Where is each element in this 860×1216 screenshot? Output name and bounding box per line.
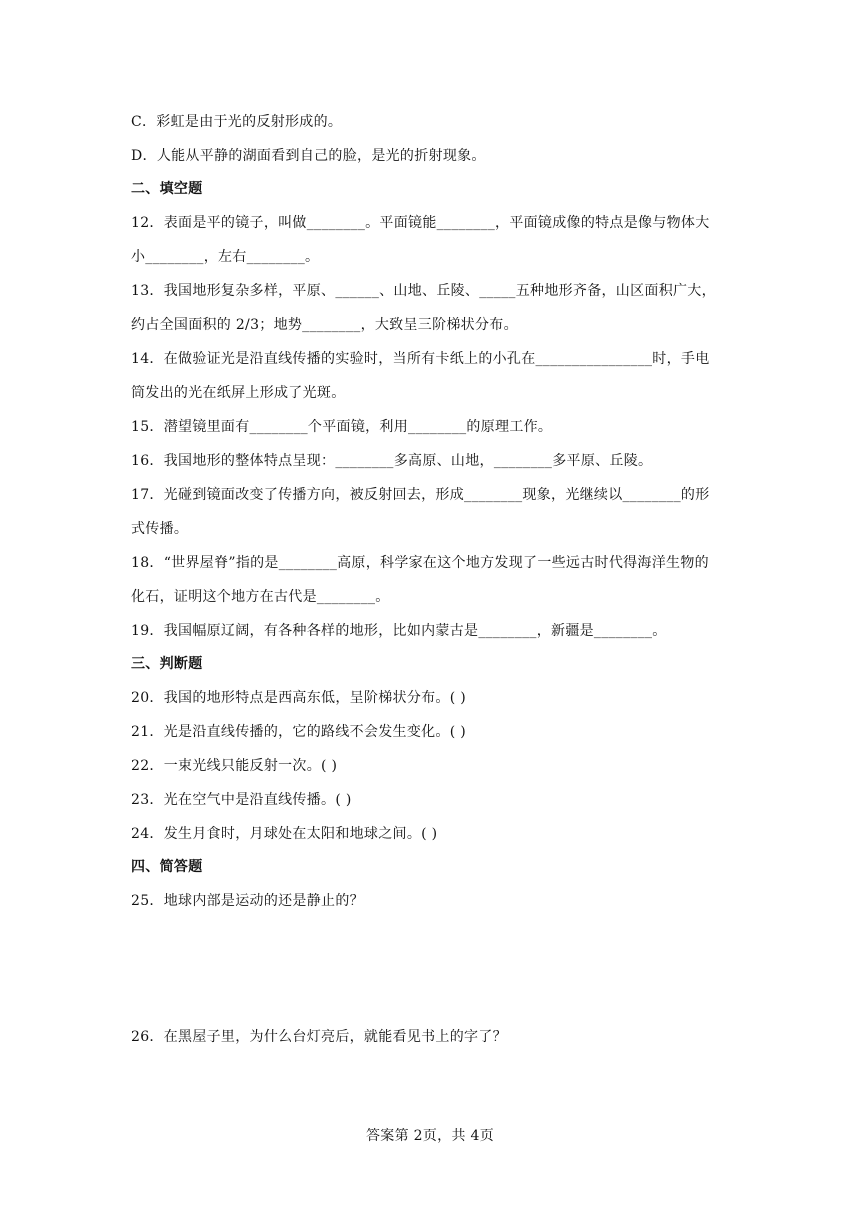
question-16: 16．我国地形的整体特点呈现：________多高原、山地，________多平原、丘陵。 [131, 453, 653, 469]
question-19: 19．我国幅原辽阔，有各种各样的地形，比如内蒙古是________，新疆是________。 [131, 623, 667, 639]
question-21: 21．光是沿直线传播的，它的路线不会发生变化。( ) [131, 724, 466, 740]
section-heading-true-false: 三、判断题 [131, 656, 203, 672]
question-15: 15．潜望镜里面有________个平面镜，利用________的原理工作。 [131, 419, 553, 435]
question-26: 26．在黑屋子里，为什么台灯亮后，就能看见书上的字了？ [131, 1029, 507, 1045]
question-20: 20．我国的地形特点是西高东低，呈阶梯状分布。( ) [131, 690, 466, 706]
question-25: 25．地球内部是运动的还是静止的？ [131, 893, 364, 909]
question-22: 22．一束光线只能反射一次。( ) [131, 758, 338, 774]
option-c: C．彩虹是由于光的反射形成的。 [131, 114, 343, 130]
question-18-line-2: 化石，证明这个地方在古代是________。 [131, 589, 390, 605]
question-12-line-1: 12．表面是平的镜子，叫做________。平面镜能________，平面镜成像的特点是像与物体大 [131, 215, 710, 231]
question-24: 24．发生月食时，月球处在太阳和地球之间。( ) [131, 826, 438, 842]
question-17-line-2: 式传播。 [131, 521, 189, 537]
page-footer: 答案第 2页，共 4页 [365, 1128, 494, 1144]
question-18-line-1: 18．“世界屋脊”指的是________高原，科学家在这个地方发现了一些远古时代得海洋生物的 [131, 555, 709, 571]
section-heading-fill-blank: 二、填空题 [131, 181, 203, 197]
option-d: D．人能从平静的湖面看到自己的脸，是光的折射现象。 [131, 148, 486, 164]
question-13-line-1: 13．我国地形复杂多样，平原、______、山地、丘陵、_____五种地形齐备，山区面积广大， [131, 283, 716, 299]
question-13-line-2: 约占全国面积的 2/3；地势________，大致呈三阶梯状分布。 [131, 317, 518, 333]
question-14-line-1: 14．在做验证光是沿直线传播的实验时，当所有卡纸上的小孔在________________时，手电 [131, 351, 710, 367]
question-23: 23．光在空气中是沿直线传播。( ) [131, 792, 352, 808]
section-heading-short-answer: 四、简答题 [131, 859, 203, 875]
question-12-line-2: 小________，左右________。 [131, 249, 320, 265]
question-14-line-2: 筒发出的光在纸屏上形成了光斑。 [131, 385, 346, 401]
question-17-line-1: 17．光碰到镜面改变了传播方向，被反射回去，形成________现象，光继续以________的形 [131, 487, 710, 503]
